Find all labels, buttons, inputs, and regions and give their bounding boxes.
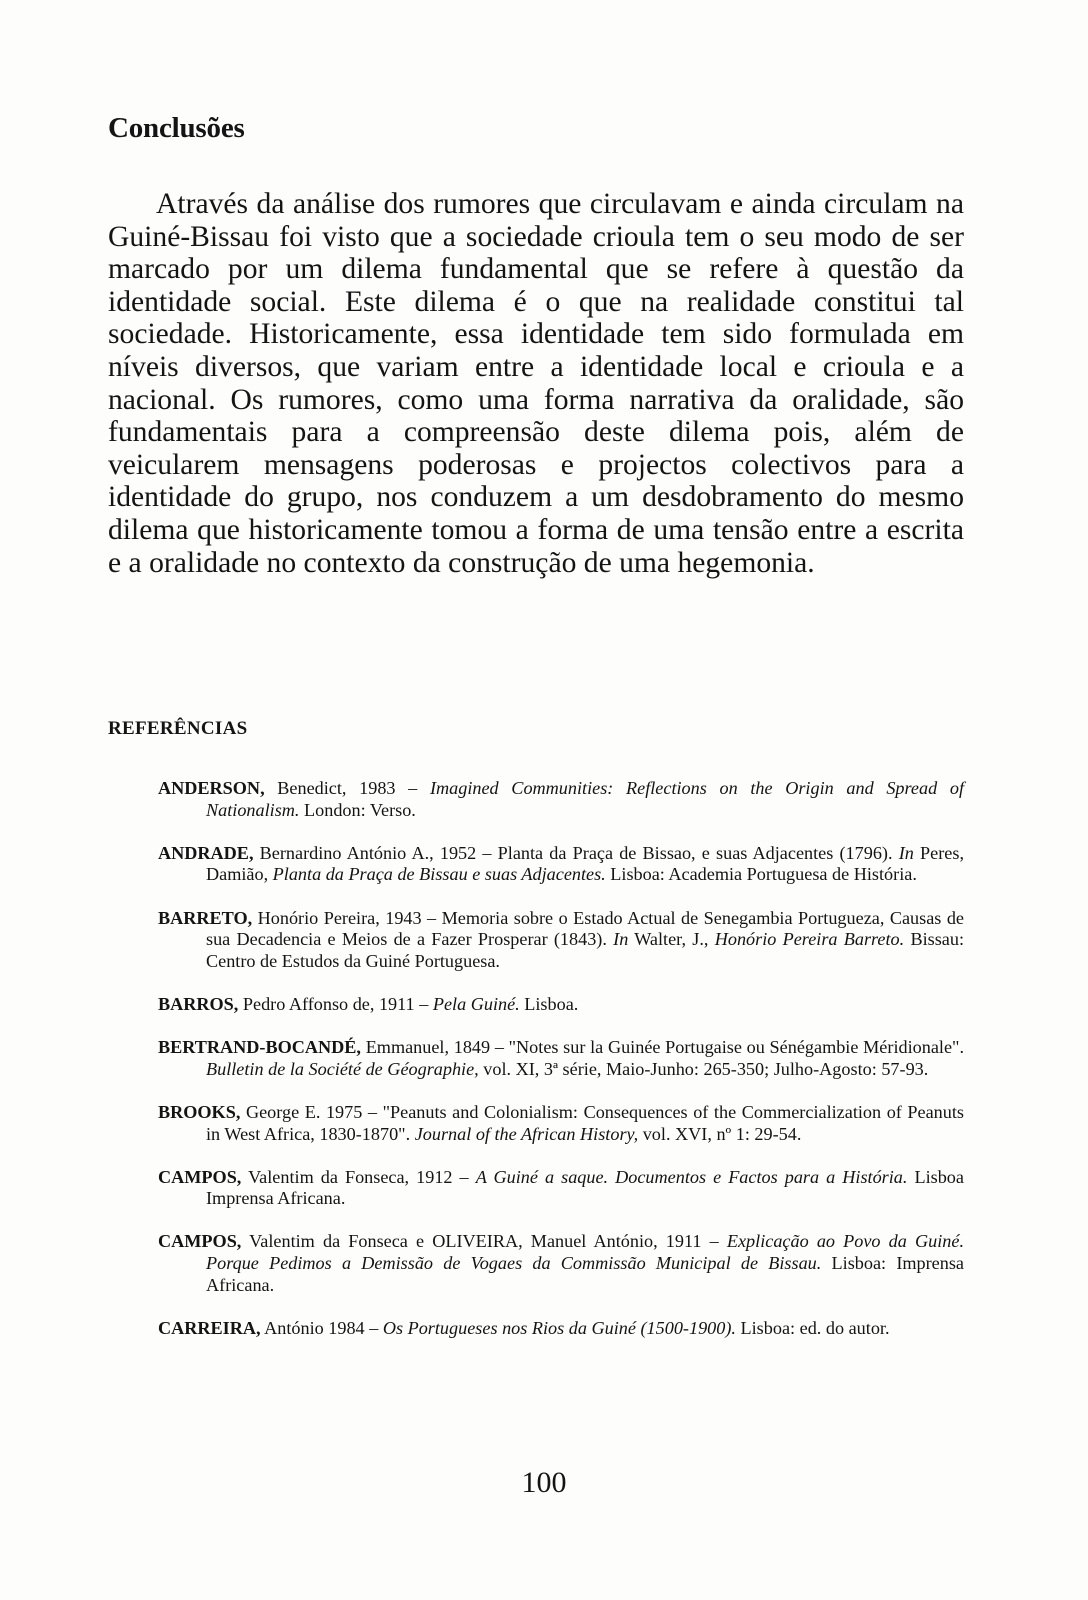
reference-item (158, 994, 964, 1016)
reference-item (158, 843, 964, 886)
reference-publisher: Lisboa: ed. do autor. (735, 1317, 890, 1338)
reference-title: Planta da Praça de Bissau e suas Adjacentes. (272, 864, 606, 885)
reference-author: BROOKS, (158, 1101, 241, 1122)
reference-details: Honório Pereira, 1943 – Memoria sobre o Estado Actual de Senegambia Portugueza, Causas de sua Decadencia e Meios de a Fazer Prosperar (1843). (206, 907, 964, 950)
reference-details: Walter, J., (628, 929, 715, 950)
reference-author: CAMPOS, (158, 1166, 242, 1187)
reference-author: BARRETO, (158, 907, 253, 928)
reference-author: BARROS, (158, 993, 239, 1014)
reference-publisher: Lisboa: Academia Portuguesa de História. (605, 864, 917, 885)
reference-details: Benedict, 1983 – (264, 778, 430, 798)
section-title: Conclusões (108, 112, 245, 144)
reference-item (158, 1318, 964, 1340)
reference-item (158, 1102, 964, 1145)
page-number: 100 (521, 1466, 567, 1499)
reference-item (158, 1231, 964, 1296)
reference-details: Pedro Affonso de, 1911 – (238, 993, 433, 1014)
reference-title: Journal of the African History, (414, 1123, 639, 1144)
reference-author: ANDERSON, (158, 778, 265, 798)
reference-publisher: London: Verso. (299, 799, 416, 820)
reference-title: Imagined Communities: Reflections on the Origin and Spread of Nationalism. (206, 778, 964, 820)
reference-item (158, 1037, 964, 1080)
reference-title: Bulletin de la Société de Géographie, (206, 1058, 479, 1079)
reference-title: In (613, 929, 629, 950)
reference-item (158, 1167, 964, 1210)
reference-author: BERTRAND-BOCANDÉ, (158, 1037, 361, 1058)
reference-item (158, 778, 964, 821)
reference-details: Peres, Damião, (206, 842, 964, 885)
reference-details: Bernardino António A., 1952 – Planta da Praça de Bissao, e suas Adjacentes (1796). (253, 842, 899, 863)
reference-title: A Guiné a saque. Documentos e Factos para a História. (475, 1166, 908, 1187)
reference-title: Explicação ao Povo da Guiné. Porque Pedimos a Demissão de Vogaes da Commissão Municipal de Bissau. (206, 1231, 964, 1274)
conclusion-paragraph: Através da análise dos rumores que circulavam e ainda circulam na Guiné-Bissau foi visto que a sociedade crioula tem o seu modo de ser marcado por um dilema fundamental que se refere à questão da identidade social. Este dilema é o que na realidade constitui tal sociedade. Historicamente, essa identidade tem sido formulada em níveis diversos, que variam entre a identidade local e crioula e a nacional. Os rumores, como uma forma narrativa da oralidade, são fundamentais para a compreensão deste dilema pois, além de veicularem mensagens poderosas e projectos colectivos para a identidade do grupo, nos conduzem a um desdobramento do mesmo dilema que historicamente tomou a forma de uma tensão entre a escrita e a oralidade no contexto da construção de uma hegemonia. (108, 188, 964, 579)
reference-details: Emmanuel, 1849 – "Notes sur la Guinée Portugaise ou Sénégambie Méridionale". (360, 1037, 964, 1058)
reference-publisher: Lisboa: Imprensa Africana. (206, 1253, 964, 1295)
reference-publisher: Lisboa. (519, 993, 579, 1014)
reference-author: CAMPOS, (158, 1231, 242, 1252)
reference-item (158, 908, 964, 973)
reference-author: ANDRADE, (158, 842, 254, 863)
reference-details: António 1984 – (260, 1317, 383, 1338)
reference-publisher: Bissau: Centro de Estudos da Guiné Portuguesa. (206, 929, 965, 971)
reference-publisher: vol. XVI, nº 1: 29-54. (638, 1123, 802, 1144)
reference-title: In (898, 842, 914, 863)
reference-details: Valentim da Fonseca e OLIVEIRA, Manuel António, 1911 – (241, 1231, 727, 1252)
reference-details: Valentim da Fonseca, 1912 – (241, 1166, 476, 1187)
reference-title: Os Portugueses nos Rios da Guiné (1500-1900). (382, 1317, 736, 1338)
reference-author: CARREIRA, (158, 1317, 261, 1338)
references-list (158, 778, 964, 1361)
references-heading: REFERÊNCIAS (108, 718, 248, 739)
reference-publisher: Lisboa Imprensa Africana. (206, 1166, 964, 1209)
reference-publisher: vol. XI, 3ª série, Maio-Junho: 265-350; Julho-Agosto: 57-93. (478, 1058, 929, 1079)
reference-details: George E. 1975 – "Peanuts and Colonialism: Consequences of the Commercialization of Peanuts in West Africa, 1830-1870". (206, 1101, 964, 1144)
reference-title: Honório Pereira Barreto. (714, 929, 905, 950)
reference-title: Pela Guiné. (432, 993, 520, 1014)
